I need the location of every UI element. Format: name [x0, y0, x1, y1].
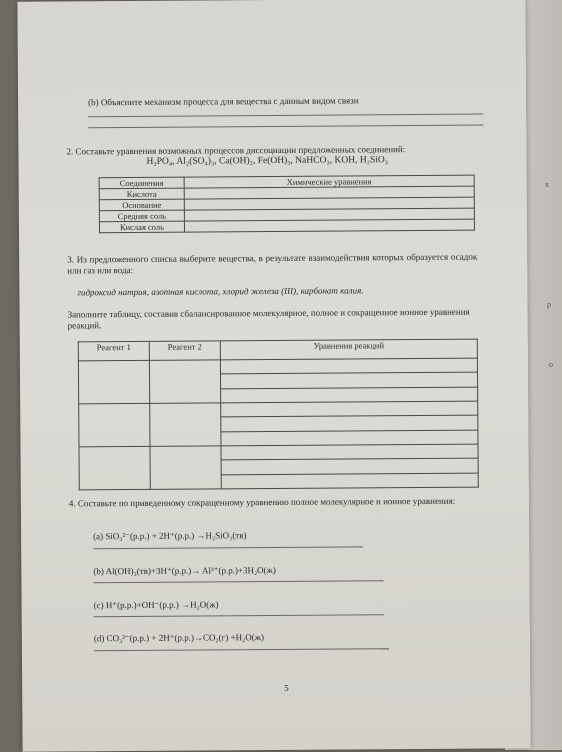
equation-b: (b) Al(OH)₃(тв)+3H⁺(р.р.)→ Al³⁺(р.р.)+3H₂O(ж): [93, 564, 276, 577]
reaction-table: [78, 339, 479, 491]
answer-cell: [184, 219, 474, 232]
answer-line: [94, 648, 389, 651]
dissociation-table: [99, 175, 475, 234]
equation-cell: [221, 473, 478, 489]
q3-instruction: Заполните таблицу, составив сбалансированное молекулярное, полное и сокращенное ионное уравнения реакций.: [67, 306, 470, 331]
table-header: Уравнения реакций: [220, 339, 477, 360]
table-header: Реагент 2: [149, 341, 220, 360]
table-row: [99, 219, 474, 233]
background-text: x: [545, 180, 549, 189]
row-label: Основание: [99, 199, 184, 211]
reagent-cell: [78, 360, 149, 403]
q2-title: 2. Составьте уравнения возможных процессов диссоциации предложенных соединений:: [66, 144, 406, 157]
background-text: p: [547, 300, 551, 309]
answer-line: [88, 125, 483, 129]
q1b-text: (b) Объясните механизм процесса для вещества с данным видом связи: [88, 95, 359, 108]
worksheet-page: [17, 0, 530, 752]
reagent-cell: [79, 403, 150, 446]
table-header: Соединения: [99, 177, 184, 189]
background-text: o: [549, 360, 553, 369]
answer-line: [93, 546, 363, 549]
row-label: Средняя соль: [99, 210, 184, 222]
q2-formulas: H₃PO₄, Al₂(SO₄)₃, Ca(OH)₂, Fe(OH)₃, NaHCO₃, KOH, H₂SiO₃: [146, 155, 389, 167]
row-label: Кислая соль: [99, 221, 184, 233]
answer-line: [94, 614, 384, 617]
equation-d: (d) CO₃²⁻(р.р.) + 2H⁺(р.р.)→CO₂(г) +H₂O(ж): [93, 632, 265, 644]
reagent-cell: [150, 446, 221, 489]
reagent-cell: [79, 446, 150, 489]
q4-text: 4. Составьте по приведенному сокращенному уравнению полное молекулярное и ионное уравнения:: [68, 495, 456, 509]
q3-text: 3. Из предложенного списка выберите вещества, в результате взаимодействия которых образуется осадок или газ или вода:: [67, 251, 478, 276]
q3-substance-list: гидроксид натрия, азотная кислота, хлорид железа (III), карбонат калия.: [77, 285, 364, 298]
equation-c: (c) H⁺(р.р.)+OH⁻(р.р.) →H₂O(ж): [93, 599, 219, 611]
reagent-cell: [149, 360, 220, 403]
row-label: Кислота: [99, 188, 184, 200]
reagent-cell: [150, 403, 221, 446]
page-number: 5: [284, 682, 289, 693]
table-header: Химические уравнения: [184, 175, 474, 188]
table-header: Реагент 1: [78, 341, 149, 360]
equation-a: (a) SiO₃²⁻(р.р.) + 2H⁺(р.р.) →H₂SiO₃(тв): [93, 530, 247, 542]
answer-line: [93, 580, 383, 583]
answer-line: [88, 114, 483, 118]
